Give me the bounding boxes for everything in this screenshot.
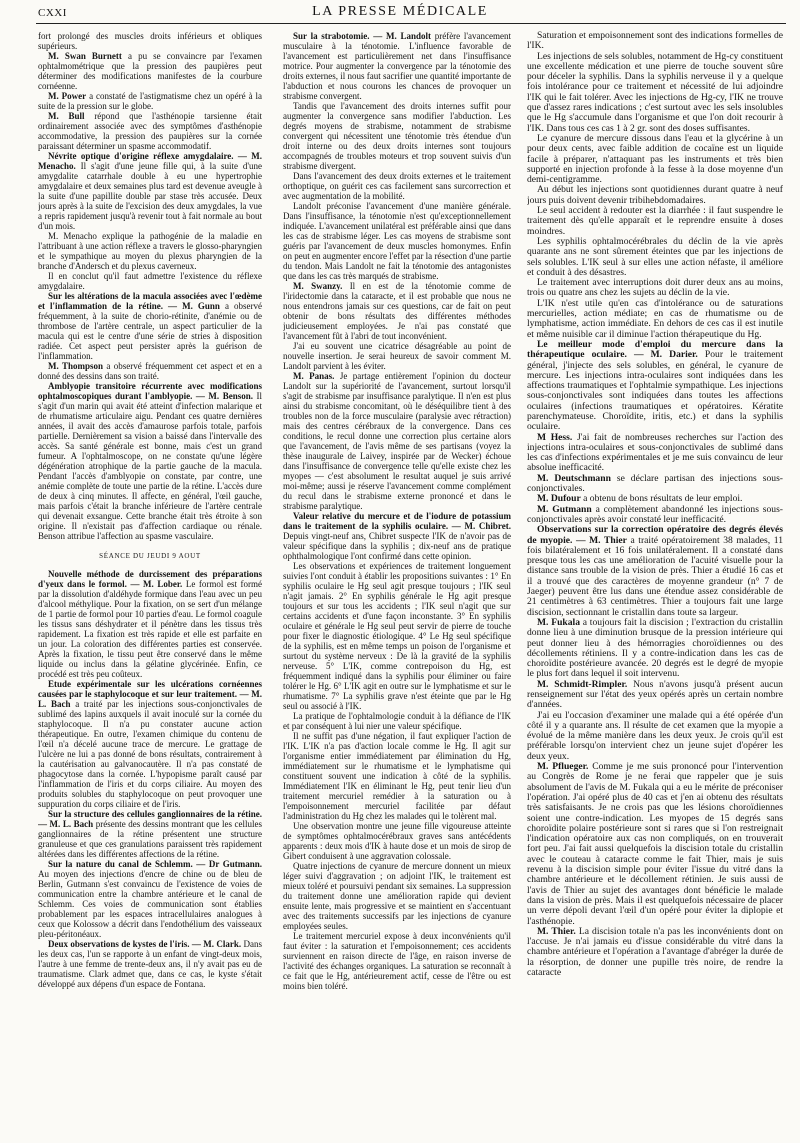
paragraph-lead: Sur la strabotomie. — M. Landolt: [293, 31, 431, 41]
article-paragraph: [527, 340, 783, 433]
page-number: CXXI: [38, 7, 67, 19]
journal-title: LA PRESSE MÉDICALE: [312, 4, 488, 19]
paragraph-body: Dans les deux cas, l'un se rapporte à un enfant de vingt-deux mois, l'autre à une femme de trente-deux ans, il n'y avait pas eu de traumatisme. Clark admet que, dans ce cas, le kyste s'était développé aux dépens d'un espace de Fontana.: [38, 939, 262, 989]
paragraph-body: M. Menacho explique la pathogénie de la maladie en l'attribuant à une action réflexe a travers le glosso-pharyngien et le sympathique au moyen du plexus pharyngien de la branche d'Andersch et du plexus caverneux.: [38, 231, 262, 271]
paragraph-body: Comme je me suis prononcé pour l'intervention au Congrès de Rome je ne ferai que rappeler que je suis absolument de l'avis de M. Fukala qui a eu le mérite de préconiser l'opération. J'ai opéré plus de 40 cas et j'en ai obtenu des résultats très satisfaisants. Je ne crois pas que les lésions choroïdiennes soient une contre-indication. Les myopes de 15 degrés sans choroïdite polaire postérieure sont si rares que si l'on restreignait l'indication opératoire aux cas non compliqués, on en trouverait fort peu. J'ai fait aussi quelquefois la discision totale du cristallin avec le couteau à cataracte comme le fait Thier, mais je suis revenu à la discision simple pour éviter l'issue du vitré dans la chambre antérieure et le décollement rétinien. Je suis aussi de l'avis de Thier au sujet des avantages dont bénéficie le malade dans la vision de près. Mais il est quelquefois nécessaire de placer un verre dépoli devant l'œil d'un opéré pour éviter la diplopie et l'asthénopie.: [527, 761, 783, 927]
paragraph-lead: Observations sur la correction opératoire des degrés élevés de myopie. — M. Thier: [527, 524, 783, 546]
paragraph-body: Le cyanure de mercure dissous dans l'eau et la glycérine à un pour deux cents, avec faible addition de cocaïne est un liquide facile à préparer, n'attaquant pas les instruments et très bien supporté en injection profonde à la fesse à la dose moyenne d'un demi-centigramme.: [527, 132, 783, 186]
article-paragraph: [283, 341, 511, 371]
article-paragraph: [527, 711, 783, 762]
paragraph-body: a observé fréquemment cet aspect et en a donné des dessins dans son traité.: [38, 361, 262, 381]
paragraph-body: Il s'agit d'un marin qui avait été atteint d'infection malarique et de rhumatisme articulaire aigu. Pendant ces quatre dernières années, il avait des accès d'amaurose parfois totale, parfois partielle. Dernièrement sa vision a baissé dans l'intervalle des accès. Sa santé générale est bonne, mais c'est un grand fumeur. A l'ophtalmoscope, on ne constate qu'une légère dégénération atrophique de la partie gauche de la macula. Pendant l'accès d'amblyopie on constate, par contre, une anémie complète de toute une partie de la rétine. L'accès dure de deux à cinq minutes. Il affecte, en général, l'œil gauche, mais parfois c'était la branche inférieure de l'artère centrale qui devenait exsangue. Cette branche était très étroite à son origine. Il n'existait pas d'affection cardiaque ou rénale. Benson attribue l'affection au spasme vasculaire.: [38, 391, 262, 541]
paragraph-body: Il ne suffit pas d'une négation, il faut expliquer l'action de l'IK. L'IK n'a pas d'action locale comme le Hg. Il agit sur l'organisme entier immédiatement par élimination du Hg, immédiatement sur le rhumatisme et le lymphatisme qui constituent souvent une indication à côté de la syphilis. Immédiatement l'IK en éliminant le Hg, peut tenir lieu d'un traitement mercuriel remédier à la saturation ou à l'empoisonnement mercuriel facilitée par défaut l'administration du Hg chez les malades qui le tolèrent mal.: [283, 731, 511, 821]
paragraph-body: Pour le traitement général, j'injecte des sels solubles, en général, le cyanure de mercure. Les injections intra-oculaires sont indiquées dans les affections traumatiques et l'ophtalmie sympathique. Les injections sous-conjonctivales sont indiquées dans toutes les affections oculaires (infections traumatiques et opératoires. Kératite parenchymateuse. Choroïdite, iritis, etc.) et dans la syphilis oculaire.: [527, 349, 783, 433]
paragraph-body: J'ai eu l'occasion d'examiner une malade qui a été opérée d'un côté il y a quarante ans. Il résulte de cet examen que la myopie a évolué de la même manière dans les deux yeux. Je crois qu'il est préférable lorsqu'on intervient chez un jeune sujet d'opérer les deux yeux.: [527, 709, 783, 762]
paragraph-lead: M. Thompson: [48, 361, 103, 371]
paragraph-body: présente des dessins montrant que les cellules ganglionnaires de la rétine présentent une structure granuleuse et que ces granulations paraissent très rapidement altérées dans les différentes affections de la rétine.: [38, 819, 262, 859]
paragraph-lead: M. Power: [48, 91, 87, 101]
column-right: [527, 31, 783, 1139]
article-paragraph: [527, 299, 783, 340]
paragraph-body: a pu se convaincre par l'examen ophtalmométrique que la pression des paupières peut déterminer des modifications manifestes de la courbure cornéenne.: [38, 51, 262, 91]
paragraph-body: Le traitement avec interruptions doit durer deux ans au moins, trois ou quatre ans chez les sujets au déclin de la vie.: [527, 277, 783, 299]
paragraph-lead: M. Swanzy.: [293, 281, 343, 291]
article-paragraph: [38, 361, 262, 381]
paragraph-body: J'ai fait de nombreuses recherches sur l'action des injections intra-oculaires et sous-conjonctivales de sublimé dans les cas d'infections expérimentales et je me suis convaincu de leur absolue inefficacité.: [527, 431, 783, 474]
header-rule: [36, 23, 786, 24]
article-paragraph: [527, 927, 783, 978]
paragraph-body: a obtenu de bons résultats de leur emploi.: [583, 493, 743, 505]
article-paragraph: [38, 859, 262, 939]
paragraph-body: Le seul accident à redouter est la diarrhée : il faut suspendre le traitement dès qu'elle apparaît et le reprendre ensuite à doses moindres.: [527, 205, 783, 237]
paragraph-body: La discision totale n'a pas les inconvénients dont on l'accuse. Je n'ai jamais eu d'issue considérable du vitré dans la chambre antérieure et l'opération a l'avantage d'abréger la durée de la résorption, de donner une pupille très noire, de rendre la cataracte: [527, 925, 783, 979]
article-paragraph: [283, 511, 511, 561]
paragraph-lead: M. Deutschmann: [537, 472, 611, 484]
paragraph-body: J'ai eu souvent une cicatrice désagréable au point de nouvelle insertion. Je serai heureux de savoir comment M. Landolt parvient à les éviter.: [283, 341, 511, 371]
article-paragraph: [527, 31, 783, 52]
paragraph-body: L'IK n'est utile qu'en cas d'intolérance ou de saturations mercurielles, action médiate; en cas de rhumatisme ou de lymphatisme, action immédiate. En dehors de ces cas il est inutile et même nuisible car il diminue l'action thérapeutique du Hg.: [527, 297, 783, 340]
article-paragraph: [38, 151, 262, 231]
paragraph-lead: M Hess.: [537, 431, 573, 443]
paragraph-lead: M. Thier.: [537, 925, 576, 937]
paragraph-body: Le formol est formé par la dissolution d'aldéhyde formique dans l'eau avec un peu d'alcool méthylique. Pour la fixation, on se sert d'un mélange de 1 partie de formol pour 10 parties d'eau. Le formol coagule les tissus sans déshydrater et il pénètre dans les tissus très rapidement. La fixation est très rapide et elle est parfaite en un jour. La coloration des différentes parties est conservée. Après la fixation, le tissu peut être conservé dans le même liquide ou inclus dans la gélatine glycérinée. Enfin, ce procédé est très peu coûteux.: [38, 579, 262, 679]
paragraph-lead: Névrite optique d'origine réflexe amygdalaire. — M. Menacho.: [38, 151, 262, 171]
paragraph-body: Depuis vingt-neuf ans, Chibret suspecte l'IK de n'avoir pas de valeur spécifique dans la syphilis ; dix-neuf ans de pratique ophthalmologique l'ont confirmé dans cette opinion.: [283, 531, 511, 561]
article-paragraph: [283, 171, 511, 201]
paragraph-body: Une observation montre une jeune fille vigoureuse atteinte de symptômes ophtalmocérébraux graves sans antécédents apparents : deux mois d'IK à haute dose et un mois de sirop de Gibert conduisent à une aggravation colossale.: [283, 821, 511, 861]
paragraph-lead: M. Panas.: [293, 371, 335, 381]
article-paragraph: [38, 31, 262, 51]
paragraph-body: Nous n'avons jusqu'à présent aucun renseignement sur l'état des yeux opérés après un certain nombre d'années.: [527, 678, 783, 711]
article-paragraph: [283, 101, 511, 171]
article-paragraph: [283, 281, 511, 341]
paragraph-body: a observé fréquemment, à la suite de chorio-rétinite, d'anémie ou de thrombose de l'artère centrale, un aspect particulier de la macula qui est le centre d'une série de stries à disposition radiée. Cet aspect peut persister après la guérison de l'inflammation.: [38, 301, 262, 361]
paragraph-lead: Sur les altérations de la macula associées avec l'œdème et l'inflammation de la rétine. — M. Gunn: [38, 291, 262, 311]
paragraph-body: a complètement abandonné les injections sous-conjonctivales après avoir constaté leur inefficacité.: [527, 503, 783, 525]
paragraph-lead: M. Swan Burnett: [48, 51, 122, 61]
article-paragraph: [38, 231, 262, 271]
paragraph-lead: Deux observations de kystes de l'iris. — M. Clark.: [48, 939, 242, 949]
paragraph-body: répond que l'asthénopie tarsienne était ordinairement associée avec des symptômes d'asthénopie accommodative, la pression des paupières sur la cornée paraissant déterminer un spasme accommodatif.: [38, 111, 262, 151]
paragraph-body: Landolt préconise l'avancement d'une manière générale. Dans l'insuffisance, la ténotomie n'est qu'exceptionnellement indiquée. L'avancement unilatéral est préférable ainsi que dans les cas de strabisme léger. Les cas moyens de strabisme sont guéris par l'avancement de deux muscles homonymes. Enfin on peut en augmenter encore l'effet par la résection d'une partie du tendon. Mais Landolt ne fait la ténotomie des antagonistes que dans les cas très marqués de strabisme.: [283, 201, 511, 281]
article-paragraph: [38, 569, 262, 679]
paragraph-lead: M. Gutmann: [537, 503, 592, 515]
article-paragraph: [527, 278, 783, 299]
paragraph-lead: M. Fukala: [537, 616, 581, 628]
article-paragraph: [527, 474, 783, 495]
paragraph-body: Les observations et expériences de traitement longuement suivies l'ont conduit à établir les propositions suivantes : 1° En syphilis oculaire le Hg seul agit presque toujours ; l'IK seul n'agit jamais. 2° En syphilis générale le Hg agit presque toujours et sur tous les accidents ; l'IK seul n'agit que sur certains accidents et d'une façon inconstante. 3° En syphilis oculaire et générale le Hg seul peut servir de pierre de touche pour fixer le diagnostic étiologique. 4° Le Hg seul spécifique de la syphilis, est en même temps un poison de l'organisme et surtout du système nerveux : De là la gravité de la syphilis nerveuse. 5° L'IK, comme contrepoison du Hg, est fréquemment indiqué dans la syphilis pour éliminer ou faire tolérer le Hg. 6° L'IK agit en outre sur le lymphatisme et sur le rhumatisme. 7° La syphilis grave n'est éteinte que par le Hg seul ou associé à l'IK.: [283, 561, 511, 711]
paragraph-lead: Sur la structure des cellules ganglionnaires de la rétine. — M. L. Bach: [38, 809, 262, 829]
article-paragraph: [38, 51, 262, 91]
article-paragraph: [527, 134, 783, 185]
article-paragraph: [283, 711, 511, 731]
paragraph-lead: Nouvelle méthode de durcissement des préparations d'yeux dans le formol. — M. Lober.: [38, 569, 262, 589]
paragraph-lead: M. Dufour: [537, 493, 581, 505]
paragraph-body: a constaté de l'astigmatisme chez un opéré à la suite de la pression sur le globe.: [38, 91, 262, 111]
paragraph-body: La pratique de l'ophtalmologie conduit à la défiance de l'IK et par conséquent à lui nier une valeur spécifique.: [283, 711, 511, 731]
article-paragraph: [527, 618, 783, 680]
article-paragraph: [527, 762, 783, 927]
paragraph-body: Il en conclut qu'il faut admettre l'existence du réflexe amygdalaire.: [38, 271, 262, 291]
article-paragraph: [283, 931, 511, 991]
paragraph-lead: M. Schmidt-Rimpler.: [537, 678, 628, 690]
paragraph-body: Les syphilis ophtalmocérébrales du déclin de la vie après quarante ans ne sont sûrement éteintes que par les injections de sels solubles. L'IK seul à sur elles une action néfaste, il améliore et conduit à des désastres.: [527, 235, 783, 278]
article-paragraph: [38, 679, 262, 809]
column-left: [38, 31, 262, 1139]
paragraph-body: a toujours fait la discision ; l'extraction du cristallin donne lieu à une diminution brusque de la pression intérieure qui peut donner lieu à des hémorragies choroïdiennes ou des décollements rétiniens. Il y a contre-indication dans les cas de choroïdite postérieure avancée. 20 degrés est le degré de myopie le plus fort dans lequel il soit intervenu.: [527, 616, 783, 680]
paragraph-body: Au moyen des injections d'encre de chine ou de bleu de Berlin, Gutmann s'est convaincu de l'existence de voies de communication entre la chambre antérieure et le canal de Schlemm. Ces voies de communication sont établies probablement par les espaces intracellulaires analogues à ceux que Kolossow a décrit dans l'endothélium des vaisseaux pleu-péritonéaux.: [38, 869, 262, 939]
article-paragraph: [527, 505, 783, 526]
article-paragraph: [283, 201, 511, 281]
paragraph-body: préfère l'avancement musculaire à la ténotomie. L'influence favorable de l'avancement est particulièrement net dans l'insuffisance motrice. Pour augmenter la convergence par la ténotomie des droits externes, il nous faut sacrifier une quantité importante de l'abduction et nous courons les chances de provoquer un strabisme convergent.: [283, 31, 511, 101]
article-paragraph: [527, 680, 783, 711]
paragraph-lead: Etude expérimentale sur les ulcérations cornéennes causées par le staphylocoque et sur leur traitement. — M. L. Bach: [38, 679, 262, 709]
article-paragraph: [527, 433, 783, 474]
paragraph-body: Au début les injections sont quotidiennes durant quatre à neuf jours puis doivent devenir tribihebdomadaires.: [527, 184, 783, 206]
paragraph-body: Je partage entièrement l'opinion du docteur Landolt sur la supériorité de l'avancement, surtout lorsqu'il s'agit de strabisme par insuffisance paralytique. Il n'en est plus ainsi du strabisme concomitant, où le déséquilibre tient à des troubles non de la force musculaire (paralysie avec rétraction) mais des centres cérébraux de la convergence. Dans ces conditions, le recul donne une correction plus certaine alors que l'avancement, de l'avis même de ses partisans (voyez la thèse inaugurale de Laivey, inspirée par de Wecker) échoue dans l'insuffisance de convergence telle qu'elle existe chez les myopes — c'est absolument le resultat auquel je suis arrivé moi-même; aussi je réserve l'avancement comme complément du recul dans le strabisme externe prononcé et dans le strabisme paralytique.: [283, 371, 511, 511]
article-paragraph: [283, 861, 511, 931]
paragraph-body: Saturation et empoisonnement sont des indications formelles de l'IK.: [527, 31, 783, 52]
article-paragraph: [283, 561, 511, 711]
paragraph-lead: M. Pflueger.: [537, 761, 589, 773]
paragraph-body: Il s'agit d'une jeune fille qui, à la suite d'une amygdalite catarrhale double à eu une hypertrophie amygdalaire et deux semaines plus tard est devenue aveugle à la suite d'une papillite double par stase très accusée. Deux jours après à la suite de l'excision des deux amygdales, la vue a repris rapidement jusqu'à revenir tout à fait normale au bout d'un mois.: [38, 161, 262, 231]
paragraph-lead: Sur la nature du canal de Schlemm. — Dr Gutmann.: [48, 859, 262, 869]
paragraph-lead: Valeur relative du mercure et de l'iodure de potassium dans le traitement de la syphilis oculaire. — M. Chibret.: [283, 511, 511, 531]
paragraph-body: se déclare partisan des injections sous-conjonctivales.: [527, 472, 783, 495]
article-paragraph: [527, 525, 783, 618]
article-paragraph: [38, 939, 262, 989]
paragraph-body: Le traitement mercuriel expose à deux inconvénients qu'il faut éviter : la saturation et l'empoisonnement; ces accidents surviennent en raison directe de l'âge, en raison inverse de l'activité des échanges organiques. La saturation se reconnaît à ce fait que le Hg, antérieurement actif, cesse de l'être ou est moins bien toléré.: [283, 931, 511, 991]
article-paragraph: [283, 371, 511, 511]
column-middle: [283, 31, 511, 1139]
article-paragraph: [38, 291, 262, 361]
article-paragraph: [527, 237, 783, 278]
paragraph-body: Tandis que l'avancement des droits internes suffit pour augmenter la convergence sans modifier l'abduction. Les degrés moyens de strabisme, notamment de strabisme convergent qui nécessitent une ténotomie très étendue d'un droit interne ou des deux droits internes sont toujours accompagnés de troubles moteurs et trop souvent suivis d'un strabisme divergent.: [283, 101, 511, 171]
paragraph-lead: M. Bull: [48, 111, 85, 121]
paragraph-body: a traité opératoirement 38 malades, 11 fois bilatéralement et 16 fois unilatéralement. Il a constaté dans presque tous les cas une amélioration de l'acuité visuelle pour la distance sans trouble de la vision de près. Thier a étudié 16 cas et il a trouvé que des caractères de moyenne grandeur (n° 7 de Jaeger) peuvent être lus dans une étendue assez considérable de 21 centimètres à 63 centimètres. Thier a toujours fait une large discision, sectionnant le cristallin dans toute sa largeur.: [527, 534, 783, 618]
paragraph-body: Dans l'avancement des deux droits externes et le traitement orthoptique, on guérit ces cas facilement sans surcorrection et avec augmentation de la mobilité.: [283, 171, 511, 201]
paragraph-lead: Le meilleur mode d'emploi du mercure dans la thérapeutique oculaire. — M. Darier.: [527, 338, 783, 361]
article-paragraph: [527, 52, 783, 134]
article-paragraph: [38, 809, 262, 859]
paragraph-body: Quatre injections de cyanure de mercure donnent un mieux léger suivi d'aggravation ; on adjoint l'IK, le traitement est mieux toléré et poursuivi pendant six semaines. La suppression du traitement donne une amélioration rapide qui devient ensuite lente, mais progressive et se maintient en s'accentuant avec des traitements successifs par les injections de cyanure employées seules.: [283, 861, 511, 931]
article-paragraph: [283, 31, 511, 101]
article-paragraph: [38, 91, 262, 111]
paragraph-body: Les injections de sels solubles, notamment de Hg-cy constituent une excellente médication et une pierre de touche souvent sûre pour déceler la syphilis. Dans la syphilis nerveuse il y a quelque fois intolérance pour ce traitement et nécessité de lui adjoindre l'IK qui le fait tolérer. Avec les injections de Hg-cy, l'IK ne trouve que d'assez rares indications ; c'est surtout avec les sels insolubles que le Hg s'accumule dans l'organisme et que l'on doit recourir à l'IK. Dans tous ces cas 1 à 2 gr. sont des doses suffisantes.: [527, 50, 783, 134]
paragraph-body: Il en est de la ténotomie comme de l'iridectomie dans la cataracte, et il est probable que nous ne nous entendrons jamais sur ces questions, car de fait on peut obtenir de bons résultats des différentes méthodes judicieusement employées. Je n'ai pas constaté que l'avancement fût à l'abri de tout inconvénient.: [283, 281, 511, 341]
paragraph-body: a traité par les injections sous-conjonctivales de sublimé des lapins auxquels il avait inoculé sur la cornée du staphylocoque. Il n'a pu constater aucune action thérapeutique. En outre, l'examen chimique du contenu de l'œil n'a décelé aucune trace de mercure. Le grattage de l'ulcère ne lui a pas donné de bons résultats, contrairement à la cautérisation au galvanocautère. Il n'a pas constaté de phagocytose dans la cornée. L'hypopisme paraît causé par l'inflammation de l'iris et du corps ciliaire. Au moyen des produits solubles du staphylocoque on peut provoquer une suppuration du corps ciliaire et de l'iris.: [38, 699, 262, 809]
article-paragraph: [283, 821, 511, 861]
session-heading: SÉANCE DU JEUDI 9 AOUT: [99, 552, 201, 560]
article-paragraph: [38, 271, 262, 291]
article-paragraph: [38, 111, 262, 151]
paragraph-lead: Amblyopie transitoire récurrente avec modifications ophtalmoscopiques durant l'amblyopie. — M. Benson.: [38, 381, 262, 401]
paragraph-body: fort prolongé des muscles droits inférieurs et obliques supérieurs.: [38, 31, 262, 51]
article-paragraph: [38, 381, 262, 541]
article-paragraph: [527, 206, 783, 237]
article-paragraph: [527, 185, 783, 206]
article-paragraph: [283, 731, 511, 821]
